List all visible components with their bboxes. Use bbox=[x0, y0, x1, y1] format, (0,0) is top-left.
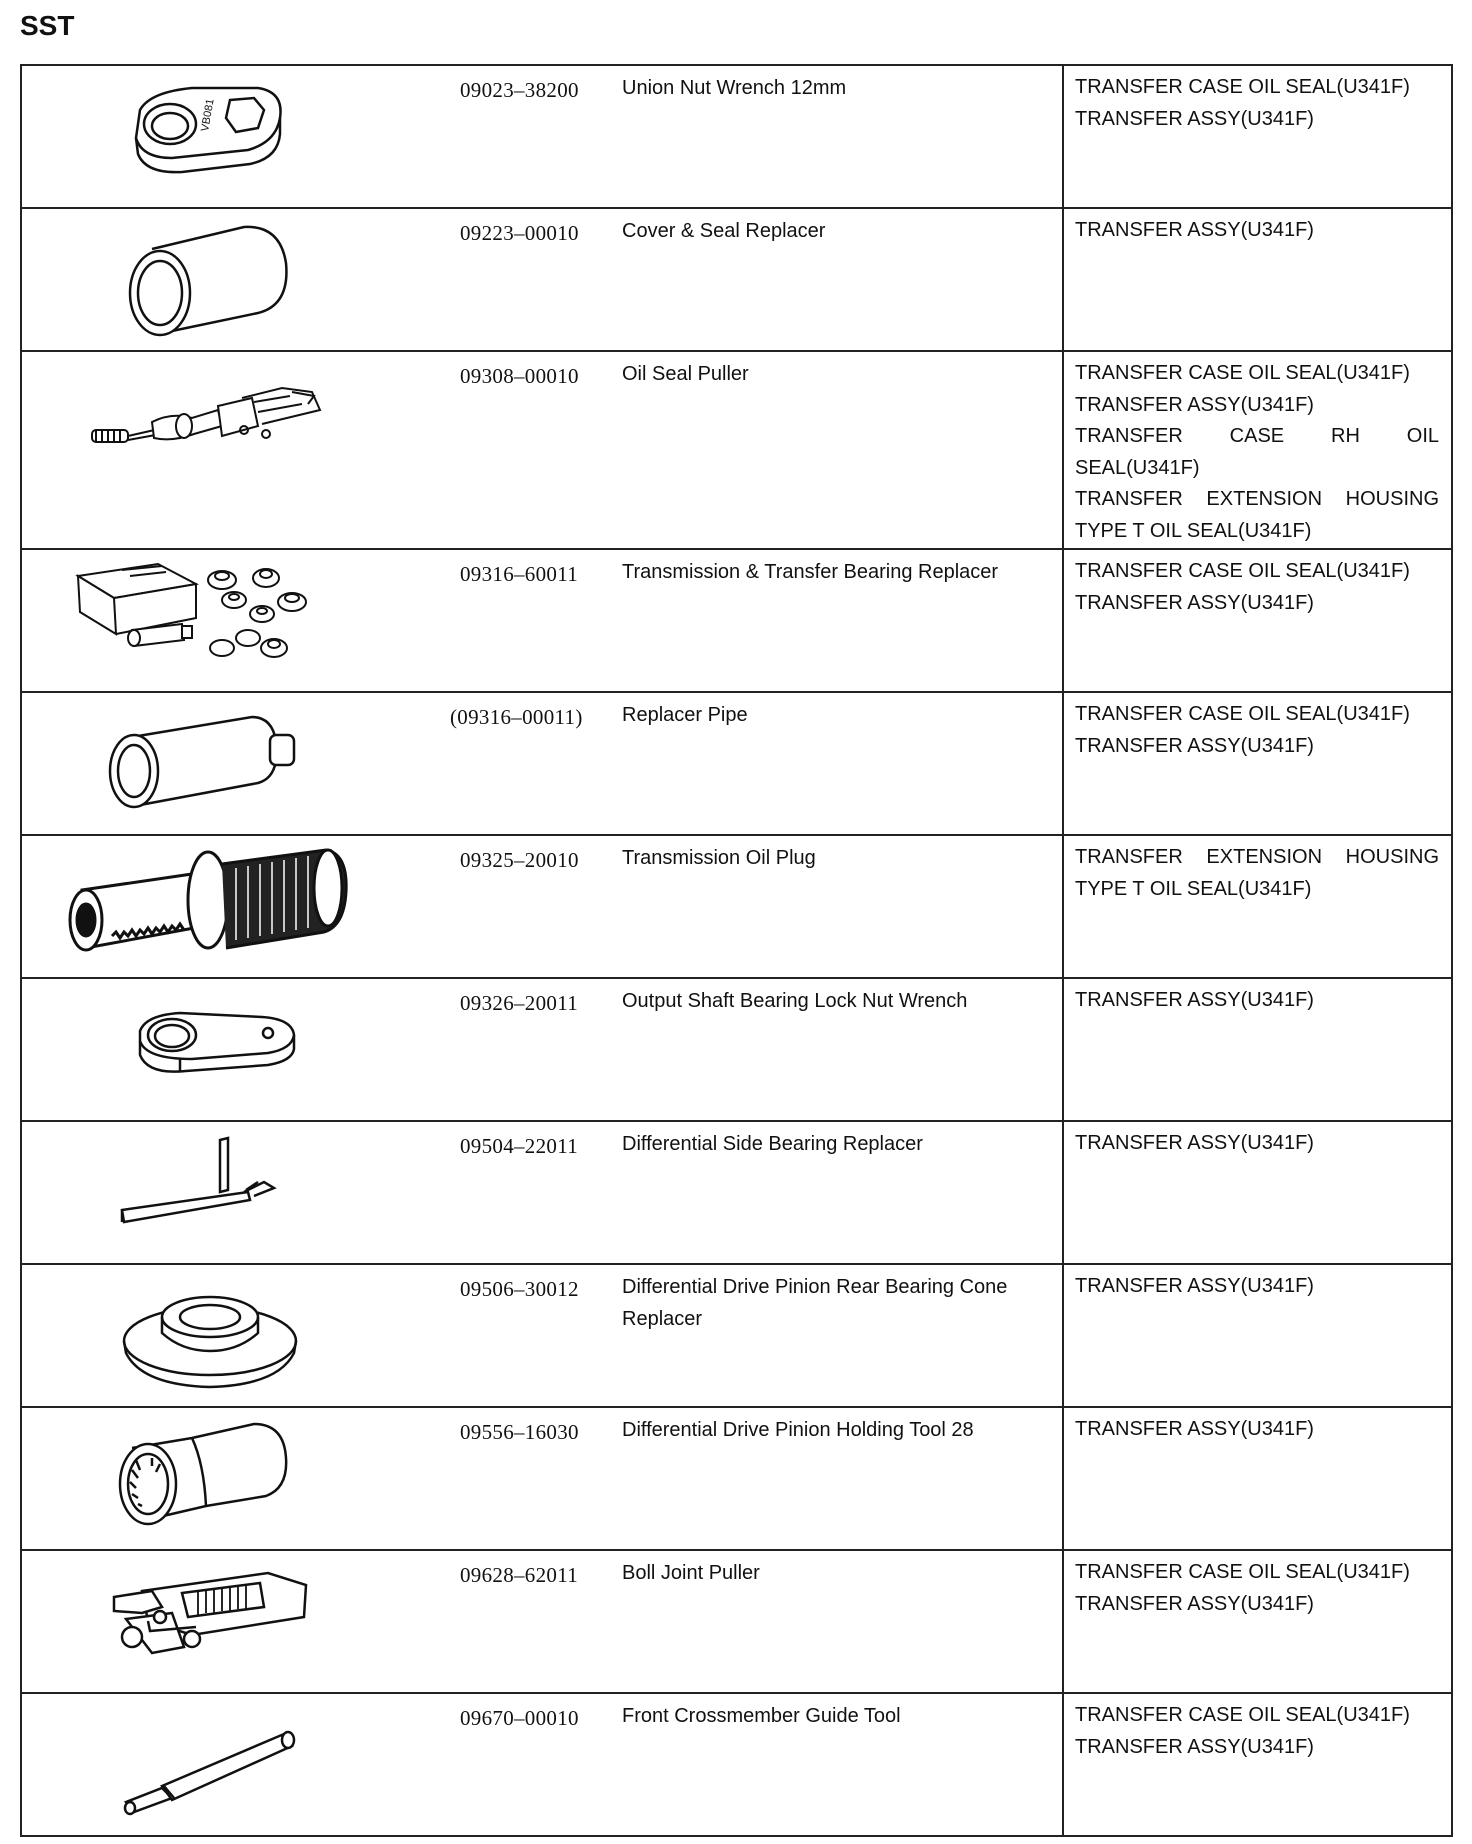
usage-cell bbox=[1063, 692, 1452, 835]
table-row bbox=[21, 549, 1452, 692]
usage-item: TRANSFER EXTENSION HOUSING TYPE T OIL SEAL(U341F) bbox=[1075, 488, 1439, 542]
tool-image-cell bbox=[21, 692, 440, 835]
tool-name: Boll Joint Puller bbox=[622, 1562, 760, 1584]
part-number: 09506–30012 bbox=[460, 1277, 579, 1301]
table-row bbox=[21, 835, 1452, 978]
part-number: 09326–20011 bbox=[460, 991, 579, 1015]
table-row bbox=[21, 1693, 1452, 1836]
tool-name: Output Shaft Bearing Lock Nut Wrench bbox=[622, 990, 968, 1012]
part-number: 09325–20010 bbox=[460, 848, 579, 872]
tool-name: Front Crossmember Guide Tool bbox=[622, 1705, 901, 1727]
sst-table bbox=[20, 64, 1453, 1837]
part-number: 09023–38200 bbox=[460, 78, 579, 102]
tool-name: Transmission & Transfer Bearing Replacer bbox=[622, 561, 999, 583]
tool-name: Oil Seal Puller bbox=[622, 363, 749, 385]
tool-name: Differential Side Bearing Replacer bbox=[622, 1133, 923, 1155]
usage-cell bbox=[1063, 1550, 1452, 1693]
usage-item: TRANSFER CASE OIL SEAL(U341F) bbox=[1075, 560, 1410, 582]
usage-item: TRANSFER ASSY(U341F) bbox=[1075, 1418, 1314, 1440]
usage-item: TRANSFER ASSY(U341F) bbox=[1075, 393, 1314, 416]
part-number: 09316–60011 bbox=[460, 562, 579, 586]
table-row bbox=[21, 1550, 1452, 1693]
table-row bbox=[21, 351, 1452, 549]
part-number: (09316–00011) bbox=[450, 705, 583, 729]
tool-image-cell bbox=[21, 978, 440, 1121]
usage-item: TRANSFER EXTENSION HOUSING TYPE T OIL SEAL(U341F) bbox=[1075, 846, 1439, 900]
tool-name: Union Nut Wrench 12mm bbox=[622, 77, 847, 99]
usage-item: TRANSFER ASSY(U341F) bbox=[1075, 219, 1314, 241]
tool-name: Cover & Seal Replacer bbox=[622, 220, 826, 242]
tool-name: Differential Drive Pinion Holding Tool 28 bbox=[622, 1419, 974, 1441]
tool-image-cell bbox=[21, 1550, 440, 1693]
usage-cell bbox=[1063, 208, 1452, 351]
table-row bbox=[21, 1264, 1452, 1407]
table-row bbox=[21, 978, 1452, 1121]
usage-item: TRANSFER CASE OIL SEAL(U341F) bbox=[1075, 1704, 1410, 1726]
usage-cell bbox=[1063, 1121, 1452, 1264]
tool-name: Replacer Pipe bbox=[622, 704, 748, 726]
part-number: 09504–22011 bbox=[460, 1134, 579, 1158]
svg-text:VB081: VB081 bbox=[199, 97, 217, 133]
usage-item: TRANSFER CASE OIL SEAL(U341F) bbox=[1075, 703, 1410, 725]
usage-cell bbox=[1063, 1693, 1452, 1836]
tool-image-cell bbox=[21, 1121, 440, 1264]
usage-item: TRANSFER ASSY(U341F) bbox=[1075, 107, 1314, 130]
tool-image-cell bbox=[21, 1407, 440, 1550]
tool-image-cell bbox=[21, 835, 440, 978]
usage-item: TRANSFER CASE OIL SEAL(U341F) bbox=[1075, 76, 1410, 98]
table-row bbox=[21, 692, 1452, 835]
table-row bbox=[21, 1121, 1452, 1264]
tool-image-cell bbox=[21, 1693, 440, 1836]
tool-name: Transmission Oil Plug bbox=[622, 847, 816, 869]
tool-name: Differential Drive Pinion Rear Bearing Cone Replacer bbox=[622, 1276, 1008, 1330]
usage-item: TRANSFER ASSY(U341F) bbox=[1075, 591, 1314, 614]
part-number: 09308–00010 bbox=[460, 364, 579, 388]
table-row bbox=[21, 65, 1452, 208]
usage-item: TRANSFER ASSY(U341F) bbox=[1075, 1592, 1314, 1615]
usage-item: TRANSFER CASE OIL SEAL(U341F) bbox=[1075, 362, 1410, 384]
tool-image-cell bbox=[21, 208, 440, 351]
usage-cell bbox=[1063, 1264, 1452, 1407]
usage-cell bbox=[1063, 1407, 1452, 1550]
tool-image-cell bbox=[21, 65, 440, 208]
usage-cell bbox=[1063, 835, 1452, 978]
usage-item: TRANSFER ASSY(U341F) bbox=[1075, 989, 1314, 1011]
usage-item: TRANSFER ASSY(U341F) bbox=[1075, 1735, 1314, 1758]
usage-cell bbox=[1063, 351, 1452, 549]
usage-item: TRANSFER ASSY(U341F) bbox=[1075, 734, 1314, 757]
part-number: 09628–62011 bbox=[460, 1563, 579, 1587]
part-number: 09556–16030 bbox=[460, 1420, 579, 1444]
usage-item: TRANSFER ASSY(U341F) bbox=[1075, 1275, 1314, 1297]
usage-item: TRANSFER CASE OIL SEAL(U341F) bbox=[1075, 1561, 1410, 1583]
tool-image-cell bbox=[21, 1264, 440, 1407]
table-row bbox=[21, 1407, 1452, 1550]
tool-image-cell bbox=[21, 549, 440, 692]
tool-image-cell bbox=[21, 351, 440, 549]
usage-cell bbox=[1063, 549, 1452, 692]
usage-cell bbox=[1063, 65, 1452, 208]
page-title: SST bbox=[20, 10, 75, 41]
usage-item: TRANSFER CASE RH OIL SEAL(U341F) bbox=[1075, 425, 1439, 479]
part-number: 09223–00010 bbox=[460, 221, 579, 245]
usage-item: TRANSFER ASSY(U341F) bbox=[1075, 1132, 1314, 1154]
usage-cell bbox=[1063, 978, 1452, 1121]
part-number: 09670–00010 bbox=[460, 1706, 579, 1730]
table-row bbox=[21, 208, 1452, 351]
